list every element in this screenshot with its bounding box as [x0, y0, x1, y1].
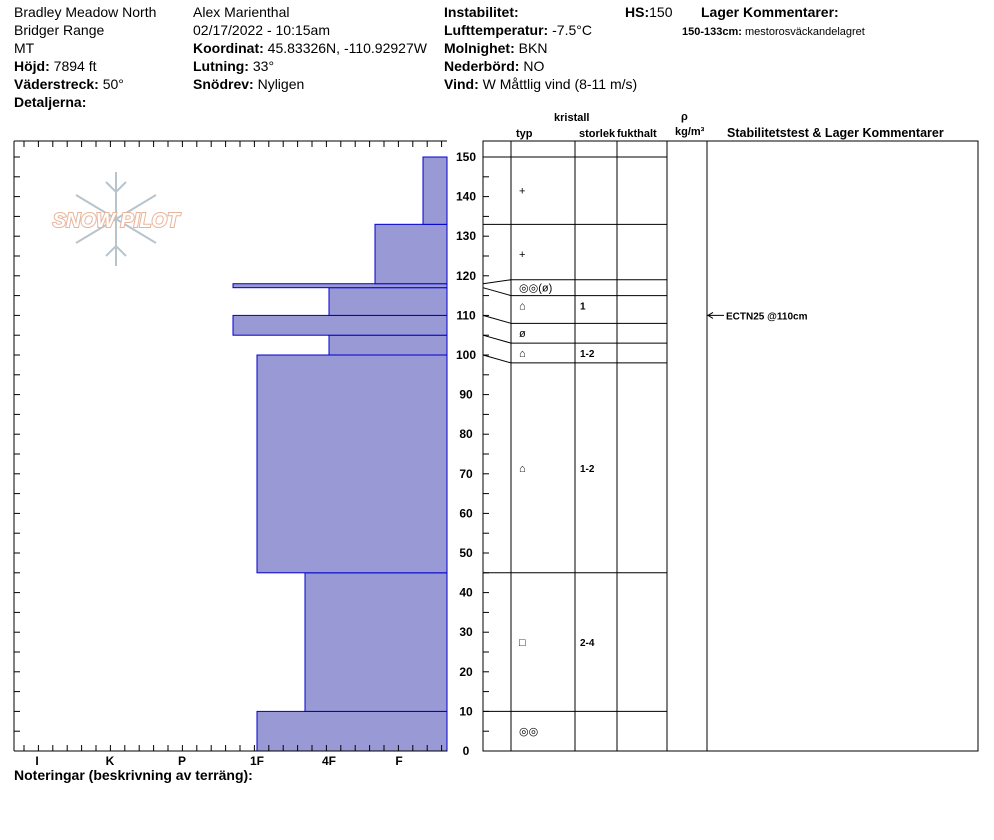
- snowpilot-logo: [53, 172, 181, 266]
- layer-table-frame: [483, 141, 978, 751]
- precip-label: Nederbörd:: [444, 58, 520, 74]
- y-tick-label: 30: [459, 625, 473, 640]
- y-tick-label: 0: [462, 744, 470, 758]
- layer-connector-line: [483, 335, 511, 343]
- grain-type-label: +: [519, 185, 526, 198]
- hs-value: 150: [649, 4, 673, 20]
- grain-size-label: 2-4: [580, 638, 595, 650]
- grain-size-label: 1-2: [580, 349, 595, 361]
- x-tick-label: P: [177, 754, 187, 768]
- rho-header: ρ: [681, 111, 688, 123]
- crystal-header: kristall: [554, 112, 590, 124]
- y-tick-label: 40: [459, 585, 473, 600]
- grain-type-label: ◎◎: [519, 726, 539, 739]
- date-time: 02/17/2022 - 10:15am: [193, 22, 330, 38]
- hardness-bar: [329, 335, 447, 355]
- x-tick-label: K: [105, 754, 115, 768]
- aspect-value: 50°: [102, 76, 124, 92]
- coord-label: Koordinat:: [193, 40, 264, 56]
- hardness-bar: [423, 157, 447, 224]
- hardness-bar: [233, 315, 447, 335]
- hardness-bar: [305, 573, 447, 712]
- grain-size-label: 1-2: [580, 463, 595, 475]
- y-tick-label: 90: [459, 387, 473, 402]
- hardness-bar: [257, 711, 447, 751]
- slope-value: 33°: [252, 58, 275, 74]
- location-name: Bradley Meadow North: [14, 4, 157, 20]
- y-tick-label: 110: [456, 308, 476, 323]
- details-label: Detaljerna:: [14, 94, 87, 110]
- coord-value: 45.83326N, -110.92927W: [267, 40, 427, 56]
- x-tick-label: F: [395, 754, 403, 768]
- layer-connector-line: [483, 355, 511, 363]
- hardness-bar: [375, 224, 447, 283]
- layer-connector-line: [483, 288, 511, 296]
- grain-type-label: ø: [519, 328, 526, 341]
- wind-label: Vind:: [444, 76, 479, 92]
- grain-type-label: □: [519, 637, 526, 650]
- grain-type-label: +: [519, 249, 526, 262]
- elevation-label: Höjd:: [14, 58, 50, 74]
- aspect-label: Väderstreck:: [14, 76, 99, 92]
- grain-type-label: ⌂: [519, 462, 526, 475]
- y-tick-label: 50: [459, 546, 473, 560]
- sky-label: Molnighet:: [444, 40, 515, 56]
- x-tick-label: 4F: [321, 754, 337, 768]
- drift-label: Snödrev:: [193, 76, 254, 92]
- airtemp-label: Lufttemperatur:: [444, 22, 549, 38]
- precip-value: NO: [523, 58, 545, 74]
- grain-type-label: ⌂: [519, 300, 526, 313]
- stability-test-label: ECTN25 @110cm: [726, 311, 808, 323]
- grain-type-label: ◎◎(ø): [519, 282, 553, 295]
- layer-connector-line: [483, 280, 511, 284]
- y-tick-label: 140: [455, 189, 477, 204]
- y-tick-label: 100: [455, 348, 477, 362]
- y-tick-label: 130: [455, 229, 477, 244]
- y-tick-label: 80: [459, 427, 473, 442]
- grain-size-label: 1: [580, 301, 586, 313]
- layer-comment-range: 150-133cm:: [682, 26, 742, 38]
- x-tick-label: I: [35, 754, 39, 768]
- range-name: Bridger Range: [14, 22, 105, 38]
- instability-label: Instabilitet:: [444, 4, 519, 20]
- x-tick-label: 1F: [249, 754, 265, 768]
- airtemp-value: -7.5°C: [552, 22, 592, 38]
- moisture-header: fukthalt: [617, 128, 657, 140]
- hardness-bar: [329, 288, 447, 316]
- drift-value: Nyligen: [257, 76, 305, 92]
- logo-text: SNOW PILOT: [52, 210, 180, 232]
- layer-comment-text: mestorosväckandelagret: [745, 26, 865, 38]
- hardness-bar: [233, 284, 447, 288]
- wind-value: W Måttlig vind (8-11 m/s): [482, 76, 638, 92]
- slope-label: Lutning:: [193, 58, 249, 74]
- stability-header: Stabilitetstest & Lager Kommentarer: [727, 126, 944, 140]
- y-tick-label: 60: [459, 506, 473, 521]
- layer-connector-line: [483, 315, 511, 323]
- notes-label: Noteringar (beskrivning av terräng):: [14, 767, 253, 783]
- y-tick-label: 10: [459, 704, 473, 719]
- y-tick-label: 20: [459, 664, 473, 679]
- type-header: typ: [516, 128, 533, 140]
- hs-label: HS:: [625, 4, 650, 20]
- layer-comments-label: Lager Kommentarer:: [701, 4, 839, 20]
- hardness-bar: [257, 355, 447, 573]
- y-tick-label: 70: [459, 466, 473, 481]
- state-name: MT: [14, 40, 35, 56]
- sky-value: BKN: [518, 40, 548, 56]
- elevation-value: 7894 ft: [53, 58, 97, 74]
- observer-name: Alex Marienthal: [193, 4, 290, 20]
- density-header: kg/m³: [675, 126, 705, 138]
- y-tick-label: 150: [455, 150, 477, 164]
- y-tick-label: 120: [455, 268, 477, 283]
- size-header: storlek: [579, 128, 616, 140]
- grain-type-label: ⌂: [519, 348, 526, 361]
